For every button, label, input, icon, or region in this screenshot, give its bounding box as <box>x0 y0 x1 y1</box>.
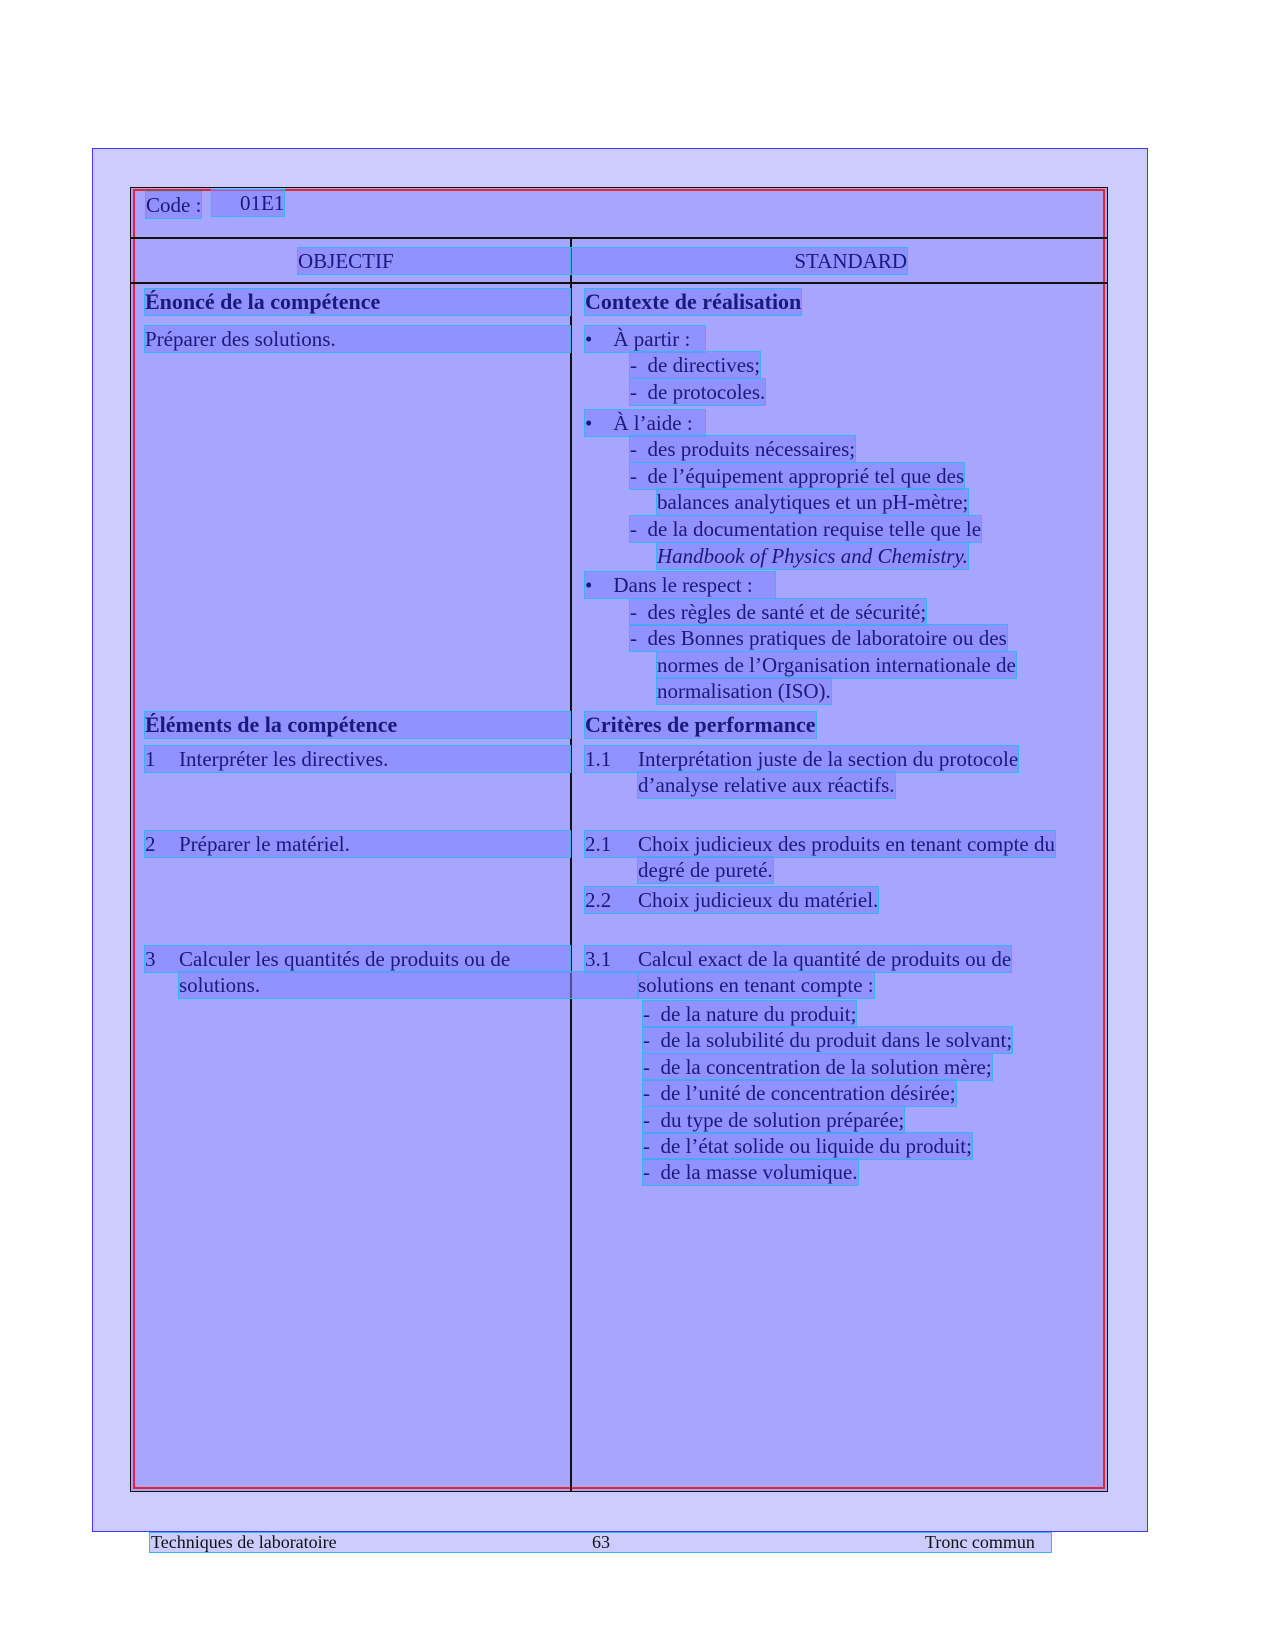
footer-section: Tronc commun <box>925 1532 1035 1552</box>
criterion-text-continued: d’analyse relative aux réactifs. <box>638 773 895 797</box>
criterion-subitem <box>643 1107 904 1133</box>
code-value: 01E1 <box>212 190 284 216</box>
header-objectif: OBJECTIF <box>298 248 570 274</box>
context-group-label: À l’aide : <box>613 411 693 435</box>
context-item <box>630 625 1007 651</box>
header-bottom-line <box>130 282 1108 284</box>
dash: - <box>630 464 637 488</box>
competence-text: Préparer des solutions. <box>145 326 570 352</box>
context-item-continued: normes de l’Organisation internationale de <box>657 653 1016 677</box>
criterion-text: Choix judicieux des produits en tenant compte du <box>638 832 1056 856</box>
criterion-subitem-text: de la nature du produit; <box>660 1002 857 1026</box>
dash: - <box>643 1028 650 1052</box>
criterion-text-continued: solutions en tenant compte : <box>638 973 874 997</box>
context-item <box>630 436 855 462</box>
context-item <box>630 516 981 542</box>
dash: - <box>643 1055 650 1079</box>
footer-program: Techniques de laboratoire <box>151 1532 337 1552</box>
criterion-subitem-text: de la solubilité du produit dans le solvant; <box>660 1028 1013 1052</box>
context-item-text: des règles de santé et de sécurité; <box>647 600 927 624</box>
criterion-item-1-1 <box>585 746 1018 772</box>
context-item-continued: normalisation (ISO). <box>657 679 831 703</box>
criterion-text: Interprétation juste de la section du protocole <box>638 747 1019 771</box>
criterion-item-2-2 <box>585 887 878 913</box>
header-standard: STANDARD <box>571 248 907 274</box>
criterion-subitem <box>643 1133 972 1159</box>
criterion-subitem-text: de l’unité de concentration désirée; <box>660 1081 956 1105</box>
element-item-2 <box>145 831 570 857</box>
context-item <box>630 599 926 625</box>
dash: - <box>630 600 637 624</box>
code-label: Code : <box>146 193 202 217</box>
criterion-subitem <box>643 1001 856 1027</box>
context-group-1 <box>585 326 705 352</box>
criterion-subitem <box>643 1054 992 1080</box>
dash: - <box>643 1134 650 1158</box>
context-group-2 <box>585 410 705 436</box>
dash: - <box>643 1108 650 1132</box>
context-group-3 <box>585 572 775 598</box>
context-item-text: de l’équipement approprié tel que des <box>647 464 965 488</box>
criteria-title: Critères de performance <box>585 712 816 737</box>
context-group-label: Dans le respect : <box>613 573 753 597</box>
criterion-subitem-text: de la masse volumique. <box>660 1160 858 1184</box>
context-item <box>630 463 964 489</box>
dash: - <box>643 1160 650 1184</box>
criterion-item-3-1 <box>585 946 1011 972</box>
context-title: Contexte de réalisation <box>585 289 802 314</box>
context-item <box>630 379 765 405</box>
page-number: 63 <box>592 1532 610 1552</box>
element-text: Interpréter les directives. <box>179 747 389 771</box>
criterion-subitem-text: de la concentration de la solution mère; <box>660 1055 992 1079</box>
header-top-line <box>130 237 1108 239</box>
element-number: 2 <box>145 832 156 856</box>
element-text-continued: solutions. <box>179 972 638 998</box>
dash: - <box>630 626 637 650</box>
dash: - <box>630 437 637 461</box>
context-item-text: des produits nécessaires; <box>647 437 856 461</box>
context-group-label: À partir : <box>613 327 691 351</box>
criterion-text: Choix judicieux du matériel. <box>638 888 879 912</box>
context-item <box>630 352 760 378</box>
criterion-subitem <box>643 1080 956 1106</box>
context-item-text: de protocoles. <box>647 380 766 404</box>
element-text: Calculer les quantités de produits ou de <box>179 947 511 971</box>
element-text: Préparer le matériel. <box>179 832 350 856</box>
bullet: • <box>585 327 593 351</box>
context-item-text: de directives; <box>647 353 761 377</box>
criterion-number: 2.1 <box>585 832 612 856</box>
elements-title: Éléments de la compétence <box>145 712 570 738</box>
criterion-number: 2.2 <box>585 888 612 912</box>
context-item-text: de la documentation requise telle que le <box>647 517 982 541</box>
criterion-text-continued: degré de pureté. <box>638 858 773 882</box>
dash: - <box>643 1002 650 1026</box>
handbook-title: Handbook of Physics and Chemistry. <box>657 544 968 568</box>
dash: - <box>630 517 637 541</box>
dash: - <box>630 353 637 377</box>
criterion-subitem <box>643 1159 858 1185</box>
element-item-1 <box>145 746 570 772</box>
criterion-text: Calcul exact de la quantité de produits ou de <box>638 947 1012 971</box>
criterion-number: 1.1 <box>585 747 612 771</box>
competence-title: Énoncé de la compétence <box>145 289 570 315</box>
dash: - <box>643 1081 650 1105</box>
element-number: 3 <box>145 947 156 971</box>
bullet: • <box>585 573 593 597</box>
criterion-subitem-text: de l’état solide ou liquide du produit; <box>660 1134 972 1158</box>
element-number: 1 <box>145 747 156 771</box>
column-divider <box>570 237 572 1492</box>
context-item-continued: balances analytiques et un pH-mètre; <box>657 490 969 514</box>
criterion-subitem-text: du type de solution préparée; <box>660 1108 905 1132</box>
criterion-subitem <box>643 1027 1012 1053</box>
context-item-text: des Bonnes pratiques de laboratoire ou des <box>647 626 1007 650</box>
bullet: • <box>585 411 593 435</box>
element-item-3 <box>145 946 570 972</box>
criterion-item-2-1 <box>585 831 1055 857</box>
criterion-number: 3.1 <box>585 947 612 971</box>
dash: - <box>630 380 637 404</box>
